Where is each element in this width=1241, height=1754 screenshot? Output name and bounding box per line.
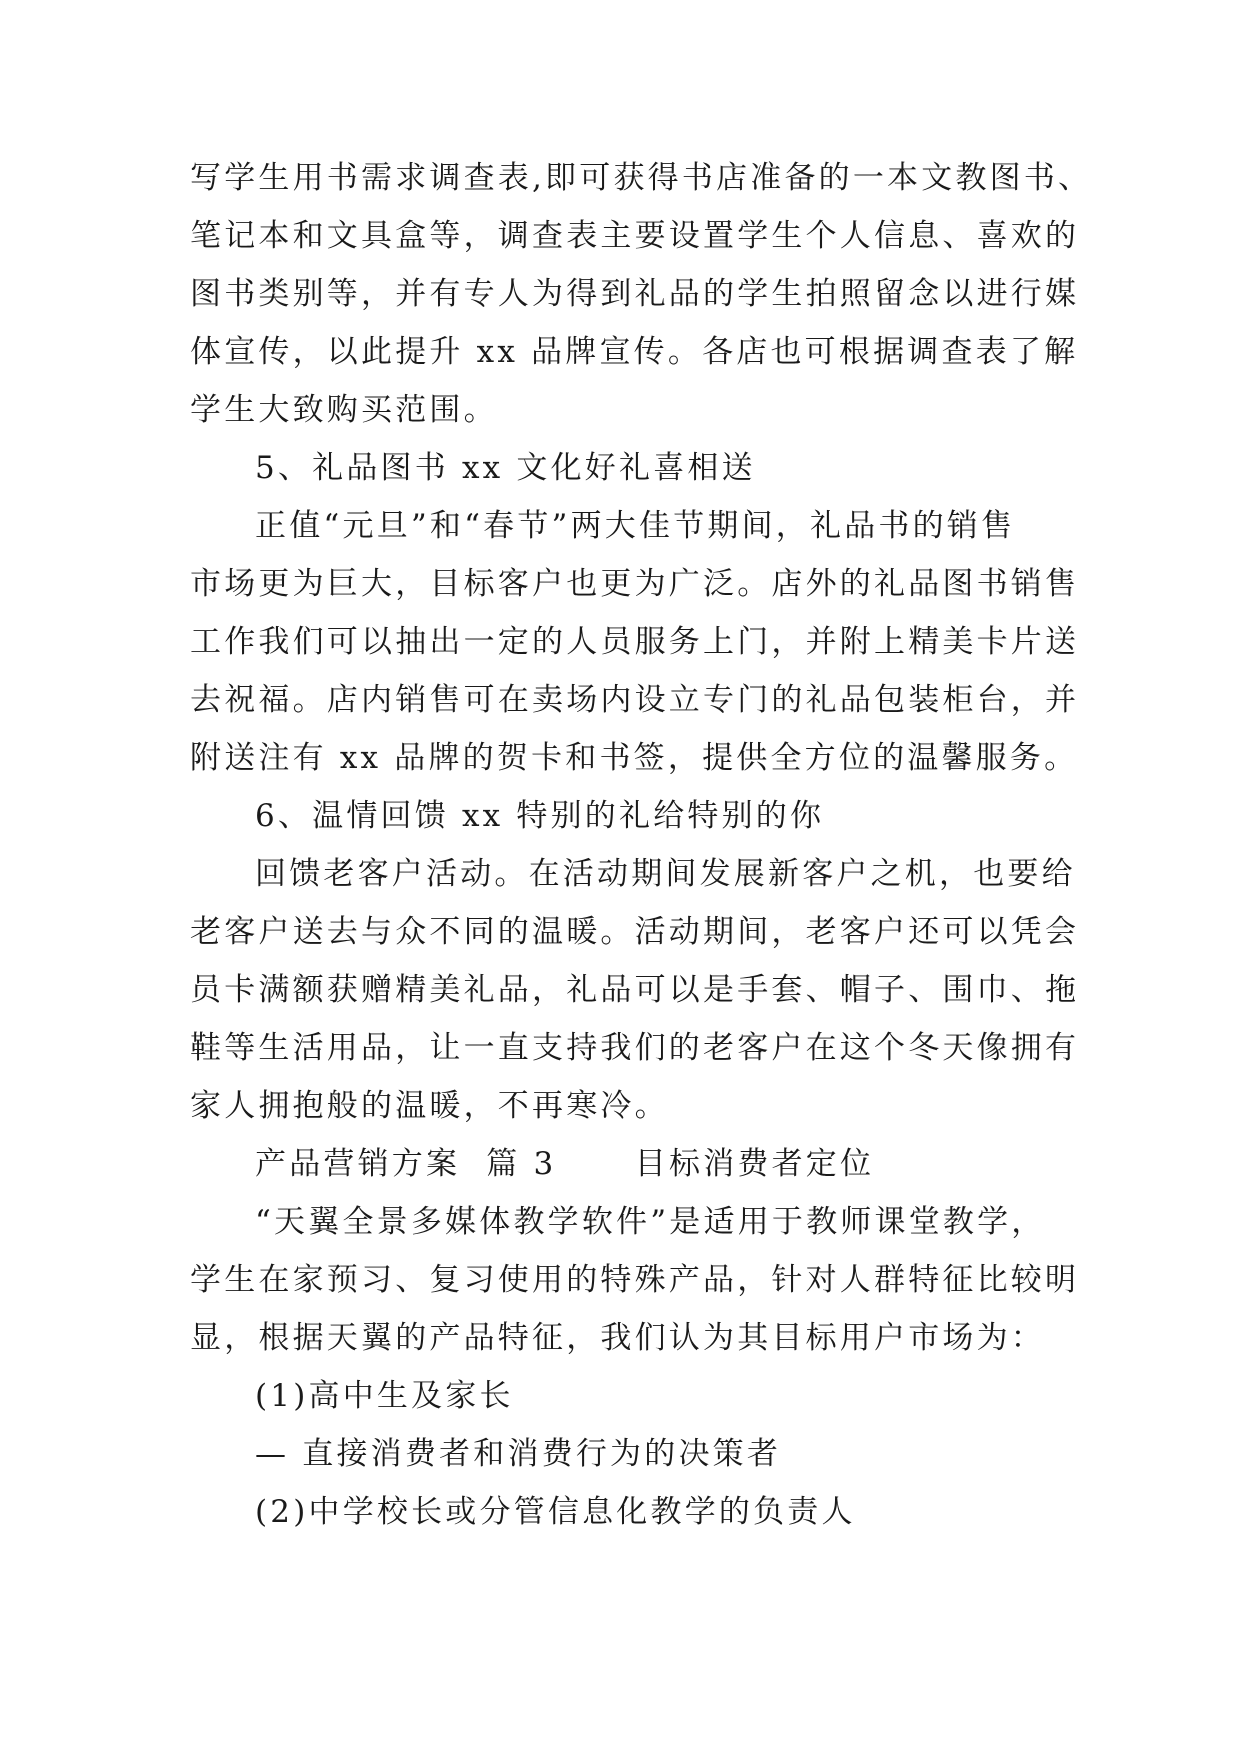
section-heading: 产品营销方案 篇 3 目标消费者定位 <box>255 1146 875 1182</box>
list-item-note: — 直接消费者和消费行为的决策者 <box>255 1436 782 1472</box>
text-line: 体宣传，以此提升 xx 品牌宣传。各店也可根据调查表了解 <box>190 334 1079 370</box>
text-line: 写学生用书需求调查表,即可获得书店准备的一本文教图书、 <box>190 160 1093 196</box>
list-item: (2)中学校长或分管信息化教学的负责人 <box>255 1494 856 1530</box>
list-item: (1)高中生及家长 <box>255 1378 514 1414</box>
text-line: 显，根据天翼的产品特征，我们认为其目标用户市场为： <box>190 1320 1045 1356</box>
text-line: 回馈老客户活动。在活动期间发展新客户之机，也要给 <box>255 856 1076 892</box>
text-line: 老客户送去与众不同的温暖。活动期间，老客户还可以凭会 <box>190 914 1080 950</box>
text-line: 笔记本和文具盒等，调查表主要设置学生个人信息、喜欢的 <box>190 218 1080 254</box>
text-line: 正值“元旦”和“春节”两大佳节期间，礼品书的销售 <box>255 508 1016 544</box>
text-line: 去祝福。店内销售可在卖场内设立专门的礼品包装柜台，并 <box>190 682 1080 718</box>
text-line: “天翼全景多媒体教学软件”是适用于教师课堂教学， <box>255 1204 1046 1240</box>
text-line: 工作我们可以抽出一定的人员服务上门，并附上精美卡片送 <box>190 624 1080 660</box>
text-line: 员卡满额获赠精美礼品，礼品可以是手套、帽子、围巾、拖 <box>190 972 1080 1008</box>
section-heading: 6、温情回馈 xx 特别的礼给特别的你 <box>255 798 825 834</box>
text-line: 学生在家预习、复习使用的特殊产品，针对人群特征比较明 <box>190 1262 1080 1298</box>
text-line: 学生大致购买范围。 <box>190 392 498 428</box>
text-line: 图书类别等，并有专人为得到礼品的学生拍照留念以进行媒 <box>190 276 1080 312</box>
text-line: 家人拥抱般的温暖，不再寒冷。 <box>190 1088 669 1124</box>
text-line: 附送注有 xx 品牌的贺卡和书签，提供全方位的温馨服务。 <box>190 740 1079 776</box>
text-line: 鞋等生活用品，让一直支持我们的老客户在这个冬天像拥有 <box>190 1030 1080 1066</box>
section-heading: 5、礼品图书 xx 文化好礼喜相送 <box>255 450 756 486</box>
text-line: 市场更为巨大，目标客户也更为广泛。店外的礼品图书销售 <box>190 566 1080 602</box>
